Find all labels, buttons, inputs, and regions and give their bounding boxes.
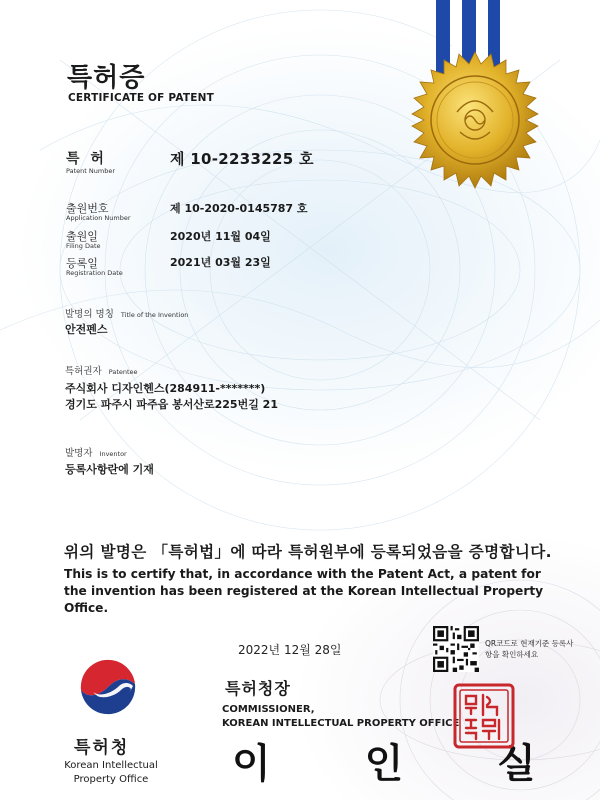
commissioner-title-en-line2: KOREAN INTELLECTUAL PROPERTY OFFICE — [222, 718, 460, 729]
inventor-heading — [65, 445, 127, 459]
registration-date-value: 2021년 03월 23일 — [170, 256, 271, 269]
issue-date: 2022년 12월 28일 — [238, 643, 342, 657]
invention-title-label-en: Title of the Invention — [120, 311, 189, 319]
inventor-label-en: Inventor — [99, 450, 127, 458]
patent-number-label-en: Patent Number — [66, 167, 116, 175]
filing-date-label-en: Filing Date — [66, 242, 101, 250]
certificate-title-en: CERTIFICATE OF PATENT — [68, 92, 214, 104]
patentee-name: 주식회사 디자인헨스(284911-*******) — [65, 382, 266, 395]
filing-date-label: 출원일 — [66, 230, 98, 243]
invention-title-label: 발명의 명칭 — [65, 309, 114, 320]
registration-date-label: 등록일 — [66, 257, 98, 270]
official-red-seal-icon — [453, 683, 515, 749]
inventor-value: 등록사항란에 기재 — [65, 463, 154, 476]
certification-statement-ko: 위의 발명은 「특허법」에 따라 특허원부에 등록되었음을 증명합니다. — [64, 543, 552, 561]
inventor-label: 발명자 — [65, 448, 93, 459]
kipo-name-ko: 특허청 — [74, 738, 130, 758]
patentee-label: 특허권자 — [65, 366, 102, 377]
gold-emblem-seal-icon — [405, 50, 545, 190]
kipo-name-en: Korean Intellectual Property Office — [64, 760, 158, 785]
patentee-address: 경기도 파주시 파주읍 봉서산로225번길 21 — [65, 398, 278, 411]
certification-statement-en: This is to certify that, in accordance with the Patent Act, a patent for the invention has been registered at the Korean Intellectual Property Office. — [64, 567, 544, 615]
patentee-label-en: Patentee — [108, 368, 138, 376]
commissioner-title-ko: 특허청장 — [225, 679, 291, 698]
invention-title-value: 안전펜스 — [65, 323, 108, 336]
registration-date-label-en: Registration Date — [66, 269, 123, 277]
commissioner-title-en — [222, 703, 462, 731]
filing-date-value: 2020년 11월 04일 — [170, 230, 271, 243]
application-number-label: 출원번호 — [66, 202, 109, 215]
qr-instruction-text: QR코드로 현재기준 등록사항을 확인하세요 — [485, 639, 574, 659]
patentee-heading — [65, 363, 138, 377]
commissioner-title-en-line1: COMMISSIONER, — [222, 704, 315, 715]
patent-number-label: 특 허 — [66, 151, 107, 167]
application-number-value: 제 10-2020-0145787 호 — [170, 202, 308, 215]
certificate-title: 특허증 — [67, 63, 146, 93]
kipo-taegeuk-logo-icon — [73, 652, 143, 722]
commissioner-signature: 이 인 실 — [232, 740, 576, 787]
invention-title-heading — [65, 306, 188, 320]
application-number-label-en: Application Number — [66, 214, 131, 222]
qr-code-icon — [433, 626, 479, 672]
patent-number-value: 제 10-2233225 호 — [170, 150, 314, 168]
